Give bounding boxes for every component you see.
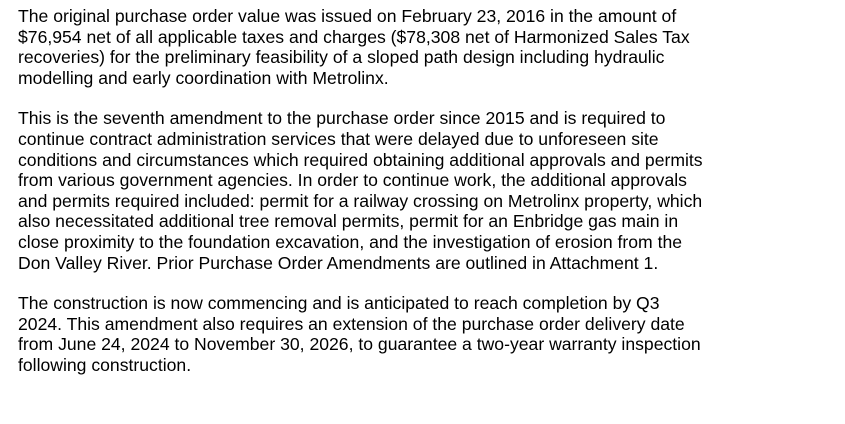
text-line: conditions and circumstances which required obtaining additional approvals and permits: [18, 149, 703, 170]
text-line: The construction is now commencing and is anticipated to reach completion by Q3: [18, 293, 660, 314]
text-line: following construction.: [18, 354, 192, 375]
text-line: also necessitated additional tree removal permits, permit for an Enbridge gas main in: [18, 211, 679, 232]
text-line: continue contract administration services that were delayed due to unforeseen site: [18, 128, 659, 149]
text-line: from various government agencies. In order to continue work, the additional approvals: [18, 170, 687, 191]
text-line: The original purchase order value was issued on February 23, 2016 in the amount of: [18, 6, 677, 26]
text-line: 2024. This amendment also requires an extension of the purchase order delivery date: [18, 313, 685, 334]
text-line: recoveries) for the preliminary feasibility of a sloped path design including hydraulic: [18, 47, 665, 68]
text-line: Don Valley River. Prior Purchase Order Amendments are outlined in Attachment 1.: [18, 252, 659, 273]
text-line: modelling and early coordination with Metrolinx.: [18, 67, 389, 88]
paragraph-original-purchase-order: [18, 6, 835, 88]
text-line: and permits required included: permit for a railway crossing on Metrolinx property, which: [18, 190, 703, 211]
paragraph-seventh-amendment: [18, 108, 835, 273]
text-line: This is the seventh amendment to the purchase order since 2015 and is required to: [18, 108, 666, 129]
text-line: $76,954 net of all applicable taxes and charges ($78,308 net of Harmonized Sales Tax: [18, 26, 690, 47]
paragraph-construction-commencing: [18, 293, 835, 375]
text-line: close proximity to the foundation excavation, and the investigation of erosion from the: [18, 231, 683, 252]
text-line: from June 24, 2024 to November 30, 2026, to guarantee a two-year warranty inspection: [18, 334, 701, 355]
